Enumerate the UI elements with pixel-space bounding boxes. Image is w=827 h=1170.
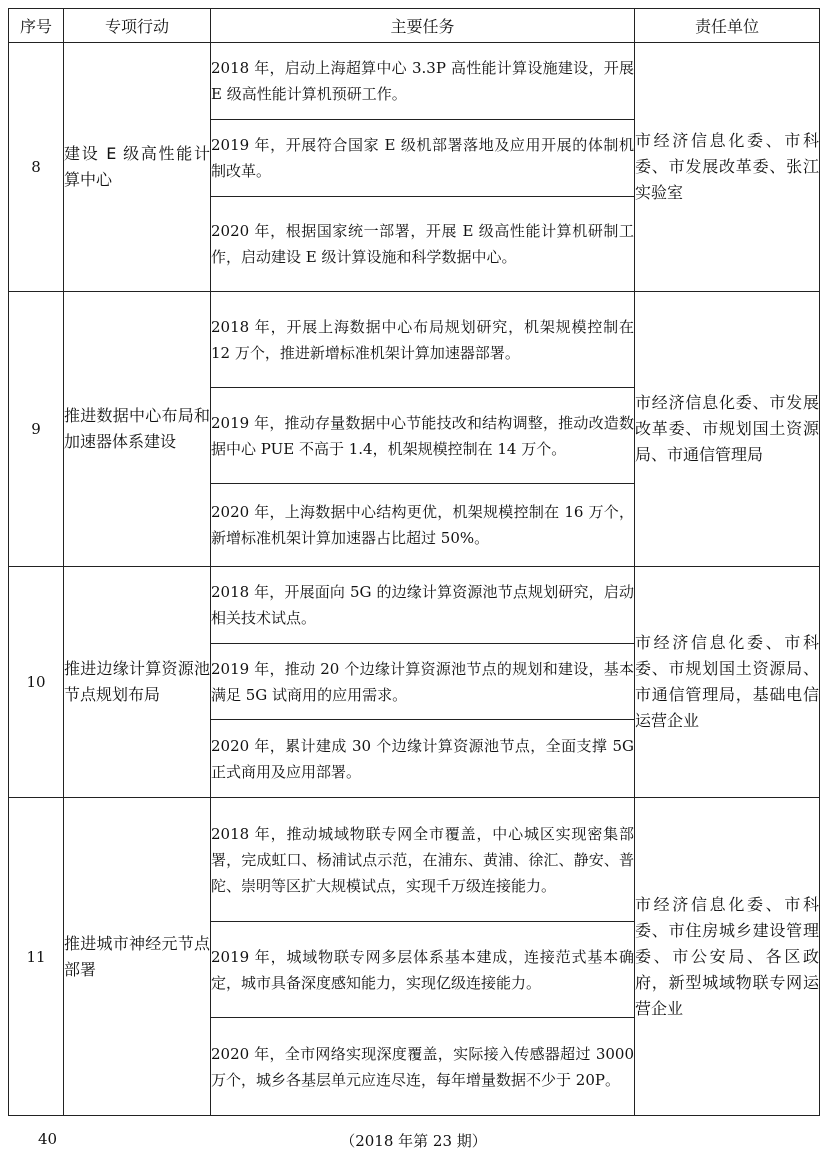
- action-cell: 推进数据中心布局和加速器体系建设: [64, 292, 211, 567]
- page-number: 40: [38, 1130, 58, 1148]
- row-number: 9: [9, 292, 64, 567]
- action-cell: 建设 E 级高性能计算中心: [64, 43, 211, 292]
- task-cell: 2020 年，全市网络实现深度覆盖，实际接入传感器超过 3000 万个，城乡各基层单元应连尽连，每年增量数据不少于 20P。: [211, 1018, 635, 1116]
- unit-cell: 市经济信息化委、市科委、市住房城乡建设管理委、市公安局、各区政府，新型城域物联专网运营企业: [635, 798, 820, 1116]
- task-cell: 2020 年，根据国家统一部署，开展 E 级高性能计算机研制工作，启动建设 E 级计算设施和科学数据中心。: [211, 197, 635, 292]
- task-cell: 2018 年，启动上海超算中心 3.3P 高性能计算设施建设，开展 E 级高性能计算机预研工作。: [211, 43, 635, 120]
- unit-cell: 市经济信息化委、市科委、市规划国土资源局、市通信管理局，基础电信运营企业: [635, 567, 820, 798]
- task-cell: 2018 年，推动城域物联专网全市覆盖，中心城区实现密集部署，完成虹口、杨浦试点示范，在浦东、黄浦、徐汇、静安、普陀、崇明等区扩大规模试点，实现千万级连接能力。: [211, 798, 635, 922]
- task-cell: 2019 年，开展符合国家 E 级机部署落地及应用开展的体制机制改革。: [211, 120, 635, 197]
- table-row: [9, 292, 820, 388]
- task-cell: 2018 年，开展上海数据中心布局规划研究，机架规模控制在 12 万个，推进新增标准机架计算加速器部署。: [211, 292, 635, 388]
- table-header-row: [9, 9, 820, 43]
- table-row: [9, 567, 820, 644]
- header-num: 序号: [9, 9, 64, 43]
- row-number: 11: [9, 798, 64, 1116]
- action-cell: 推进边缘计算资源池节点规划布局: [64, 567, 211, 798]
- task-table: [8, 8, 820, 1116]
- action-cell: 推进城市神经元节点部署: [64, 798, 211, 1116]
- unit-cell: 市经济信息化委、市发展改革委、市规划国土资源局、市通信管理局: [635, 292, 820, 567]
- table-row: [9, 798, 820, 922]
- issue-label: （2018 年第 23 期）: [340, 1132, 487, 1150]
- task-cell: 2019 年，城域物联专网多层体系基本建成，连接范式基本确定，城市具备深度感知能力，实现亿级连接能力。: [211, 922, 635, 1018]
- task-cell: 2019 年，推动存量数据中心节能技改和结构调整，推动改造数据中心 PUE 不高于 1.4，机架规模控制在 14 万个。: [211, 388, 635, 484]
- row-number: 8: [9, 43, 64, 292]
- task-cell: 2019 年，推动 20 个边缘计算资源池节点的规划和建设，基本满足 5G 试商用的应用需求。: [211, 644, 635, 720]
- table-row: [9, 43, 820, 120]
- unit-cell: 市经济信息化委、市科委、市发展改革委、张江实验室: [635, 43, 820, 292]
- row-number: 10: [9, 567, 64, 798]
- header-unit: 责任单位: [635, 9, 820, 43]
- task-cell: 2018 年，开展面向 5G 的边缘计算资源池节点规划研究，启动相关技术试点。: [211, 567, 635, 644]
- header-task: 主要任务: [211, 9, 635, 43]
- header-action: 专项行动: [64, 9, 211, 43]
- task-cell: 2020 年，累计建成 30 个边缘计算资源池节点，全面支撑 5G 正式商用及应用部署。: [211, 720, 635, 798]
- task-cell: 2020 年，上海数据中心结构更优，机架规模控制在 16 万个，新增标准机架计算加速器占比超过 50%。: [211, 484, 635, 567]
